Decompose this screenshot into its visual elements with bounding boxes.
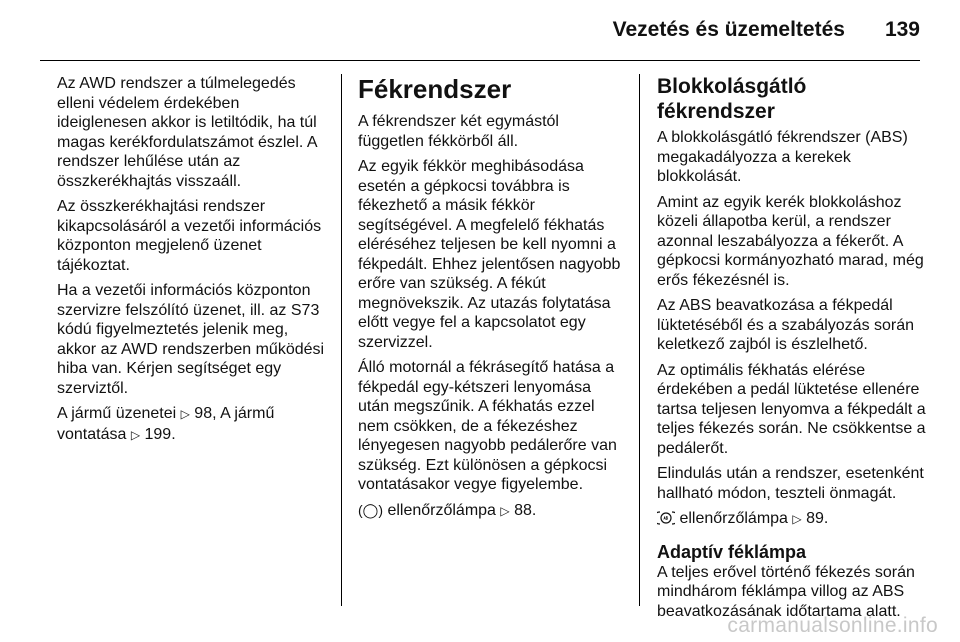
section-heading: Blokkolásgátló fékrendszer <box>657 75 807 123</box>
abs-warning-lamp-icon <box>657 511 675 525</box>
paragraph: Elindulás után a rendszer, esetenként hallható módon, teszteli önmagát. <box>657 465 924 502</box>
page-reference-arrow-icon: ▷ <box>180 407 190 421</box>
page-reference-arrow-icon: ▷ <box>792 512 802 526</box>
paragraph: Az AWD rendszer a túlmelegedés elleni védelem érdekében ideiglenesen akkor is letiltódik, ha túl magas kerékfordulatszámot észlel. A rendszer lehűlése után az összkerékhajtás visszaáll. <box>57 75 317 190</box>
column-divider <box>639 74 640 606</box>
watermark: carmanualsonline.info <box>727 614 938 637</box>
paragraph: Az összkerékhajtási rendszer kikapcsolásáról a vezetői információs központon megjelenő üzenet tájékoztat. <box>57 198 322 274</box>
column-divider <box>341 74 342 606</box>
lamp-reference: ellenőrzőlámpa ▷ 89. <box>657 509 927 530</box>
header-title: Vezetés és üzemeltetés <box>612 18 845 41</box>
paragraph: A fékrendszer két egymástól független fékkörből áll. <box>358 113 559 150</box>
lamp-reference: (◯) ellenőrzőlámpa ▷ 88. <box>358 501 537 519</box>
column-abs <box>657 74 927 627</box>
section-heading: Fékrendszer <box>358 74 512 104</box>
header-divider <box>40 60 920 61</box>
paragraph: Álló motornál a fékrásegítő hatása a fékpedál egy-kétszeri lenyomása után megszűnik. A fékhatás ezzel nem csökken, de a fékezéshez lényegesen nagyobb pedálerőre van szükség. Ezt különösen a gépkocsi vontatásakor vegye figyelembe. <box>358 359 617 493</box>
page-number: 139 <box>884 18 920 41</box>
column-awd <box>57 74 329 451</box>
paragraph: A blokkolásgátló fékrendszer (ABS) megakadályozza a kerekek blokkolását. <box>657 129 908 185</box>
paragraph: Az optimális fékhatás elérése érdekében a pedál lüktetése ellenére tartsa teljesen lenyomva a fékpedált a teljes fékezés során. Ne csökkentse a pedálerőt. <box>657 361 926 457</box>
paragraph: Az egyik fékkör meghibásodása esetén a gépkocsi továbbra is fékezhető a másik fékkör segítségével. A megfelelő fékhatás eléréséhez teljesen be kell nyomni a fékpedált. Ehhez jelentősen nagyobb erőre van szükség. A fékút megnövekszik. Az utazás folytatása előtt vegye fel a kapcsolatot egy szervizzel. <box>358 158 621 351</box>
paragraph-with-references: A jármű üzenetei ▷ 98, A jármű vontatása ▷ 199. <box>57 405 275 443</box>
page-reference-arrow-icon: ▷ <box>500 503 510 518</box>
paragraph: A teljes erővel történő fékezés során mindhárom féklámpa villog az ABS beavatkozásának időtartama alatt. <box>657 563 915 620</box>
paragraph: Amint az egyik kerék blokkoláshoz közeli állapotba kerül, a rendszer azonnal leszabályozza a fékerőt. A gépkocsi kormányozható marad, még erős fékezésnél is. <box>657 193 924 289</box>
page-header <box>40 18 920 44</box>
brake-warning-lamp-icon: (◯) <box>358 501 383 518</box>
column-brake-system <box>358 74 626 527</box>
subsection-heading: Adaptív féklámpa <box>657 541 807 562</box>
paragraph: Ha a vezetői információs központon szervizre felszólító üzenet, ill. az S73 kódú figyelmeztetés jelenik meg, akkor az AWD rendszerben működési hiba van. Kérjen segítséget egy szerviztől. <box>57 282 325 397</box>
page-reference-arrow-icon: ▷ <box>130 427 141 442</box>
paragraph: Az ABS beavatkozása a fékpedál lüktetéséből és a szabályozás során keletkező zajból is észlelhető. <box>657 297 915 353</box>
